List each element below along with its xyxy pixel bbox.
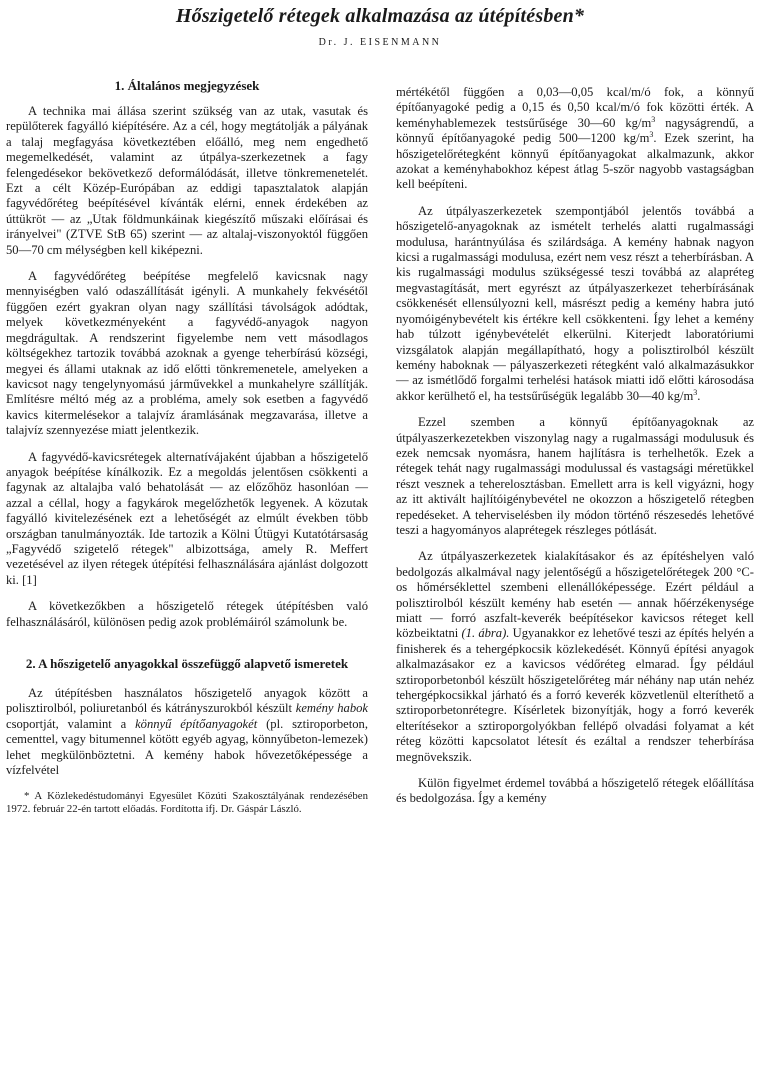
footnote: * A Közlekedéstudományi Egyesület Közúti Szakosztályának rendezésében 1972. február 22-én tartott előadás. Fordította ifj. Dr. Gáspár László. xyxy=(6,790,368,816)
right-p4-figure-reference: (1. ábra). xyxy=(461,626,510,641)
left-column xyxy=(6,78,368,816)
article-title: Hőszigetelő rétegek alkalmazása az útépítésben* xyxy=(175,5,585,27)
section-1-paragraph-3: A fagyvédő-kavicsrétegek alternatívájaként újabban a hőszigetelő anyagok beépítése kínálkozik. Ez a megoldás jelentősen csökkenti a fagynak az altalajba való behatolását — az előzőhöz hasonlóan — azzal a céllal, hogy a fagykárok megelőzhetők legyenek. A közutak fagyálló kivitelezésének ezt a lehetőségét az elmúlt években több országban tanulmányozták. Ide tartozik a Kölni Útügyi Kutatótársaság „Fagyvédő szigetelő rétegek" albizottsága, amely R. Meffert vezetésével az ilyen rétegek útépítési felhasználására ajánlást dolgozott ki. [1] xyxy=(6,449,368,587)
article-author: Dr. J. EISENMANN xyxy=(318,37,442,48)
right-p1-superscript-a: 3 xyxy=(651,114,656,124)
right-column xyxy=(396,85,754,809)
section-1-paragraph-2: A fagyvédőréteg beépítése megfelelő kavicsnak nagy mennyiségben való odaszállítását igényli. A munkahely fekvésétől függően ezért gyakran olyan nagy szállítási távolságok adódtak, melyek következményeként a fagyvédő-anyagok nagyon megdrágultak. A rendszerint figyelembe nem vett másodlagos költségekhez tartozik továbbá azoknak a gyenge teherbírású községi, megyei és állami utaknak az idő előtti tönkremenetele, amelyeken a kavicsot nagy tengelynyomású járművekkel a munkahelyre szállítják. Említésre méltó még az a probléma, amely sok esetben a fagyvédő kavics kitermelésekor a talajvíz áramlásának megzavarása, illetve a talajvíz szennyezése miatt jelentkezik. xyxy=(6,269,368,438)
right-p2-superscript: 3 xyxy=(693,387,698,397)
right-p4-text-b: Ugyanakkor ez lehetővé teszi az építés helyén a finisherek és a tehergépkocsik közlekedését. Könnyű építési anyagok alkalmazásakor ez a kavicsos védőréteg elmarad. Így például sztiroporbetonból készült hőszigetelőréteg már néhány nap után nehéz tehergépkocsikkal járható és a forró keverék közvetlenül elteríthető a sztiroporbetonrétegre. Kísérletek bizonyítják, hogy a forró keverék elterítésekor a sztiroporgolyókban fellépő olvadási folyamat a két réteg közötti kapcsolatot létesít és ezáltal a rendszer teherbírása megnövekszik. xyxy=(396,626,754,764)
right-paragraph-5: Külön figyelmet érdemel továbbá a hőszigetelő rétegek előállítása és bedolgozása. Így a kemény xyxy=(396,776,754,806)
section-2-p1-emphasis-1: kemény habok xyxy=(295,701,368,716)
section-1-paragraph-4: A következőkben a hőszigetelő rétegek útépítésben való felhasználásáról, különösen pedig azok problémáiról számolunk be. xyxy=(6,599,368,629)
right-p2-text: Az útpályaszerkezetek szempontjából jelentős továbbá a hőszigetelő-anyagoknak az ismételt terhelés alatti rugalmassági modulusa, harántnyúlása és szilárdsága. A kemény habnak nagyon kicsi a rugalmassági modulusa, ezért nem vesz részt a teherbírásban. A kis rugalmassági modulus szükségessé teszi továbbá az alapréteg megvastagítását, mert egyrészt az útpályaszerkezet teherbírásának csökkenését ellensúlyozni kell, másrészt pedig a kemény habra jutó nyomóigénybevételt kis értékre kell csökkenteni. Így lehet a kemény hab túlzott igénybevételét elkerülni. Kiterjedt laboratóriumi vizsgálatok alapján megállapítható, hogy a polisztirolból készült kemény haboknak — pályaszerkezeti rétegként való alkalmazásukkor — az ismétlődő forgalmi terhelési hatások miatti idő előtti károsodása akkor kerülhető el, ha testsűrűségük legalább 30—40 kg/m xyxy=(396,203,754,403)
right-p1-text-b: nagyságrendű, a könnyű építőanyagoké pedig 500—1200 kg/m xyxy=(396,115,754,146)
section-2-p1-text-a: Az útépítésben használatos hőszigetelő anyagok között a polisztirolból, poliuretanból és kátrányszurokból készült xyxy=(6,686,368,716)
right-paragraph-3: Ezzel szemben a könnyű építőanyagoknak az útpályaszerkezetekben viszonylag nagy a rugalmassági modulusuk és ezek nemcsak nyomásra, hanem hajlításra is terhelhetők. Ezek a rétegek tehát nagy rugalmassági modulussal és vastagsági méretükkel részt vesznek a teherelosztásban. Emellett arra is kell vigyázni, hogy az itt aktivált hajlítóigénybevétel ne okozzon a hőszigetelő rétegben repedéseket. A teherviselésben ily módon történő részesedés lehetővé teszi a hagyományos alaprétegek részleges pótlását. xyxy=(396,415,754,537)
right-paragraph-1 xyxy=(396,85,754,193)
right-paragraph-4 xyxy=(396,549,754,765)
section-2-paragraph-1 xyxy=(6,686,368,778)
right-paragraph-2 xyxy=(396,204,754,404)
right-p1-text-a: mértékétől függően a 0,03—0,05 kcal/m/ó fok, a könnyű építőanyagoké pedig a 0,15 és 0,50 kcal/m/ó fok közötti érték. A keményhablemezek testsűrűsége 30—60 kg/m xyxy=(396,85,754,130)
section-2-p1-emphasis-2: könnyű építőanyagokét xyxy=(135,716,258,731)
right-p2-end: . xyxy=(697,388,701,403)
section-2-p1-text-c: (pl. sztiroporbeton, cementtel, vagy bitumennel kötött egyéb agyag, könnyűbeton-lemezek) lehet megkülönböztetni. A kemény habok hővezetőképessége a vízfelvétel xyxy=(6,716,368,778)
section-1-heading: 1. Általános megjegyzések xyxy=(114,78,260,93)
right-p1-superscript-b: 3 xyxy=(649,130,654,140)
right-p4-text-a: Az útpályaszerkezetek kialakításakor és az építéshelyen való bedolgozás alkalmával nagy jelentőségű a hőszigetelőrétegek 200 °C-os hőmérséklettel szembeni ellenállóképessége. Ezért például a polisztirolból készült kemény hab esetén — annak hőérzékenysége miatt — forró aszfalt-keverék beépítésekor kavicsos réteget kell közbeiktatni xyxy=(396,549,754,641)
section-1-paragraph-1: A technika mai állása szerint szükség van az utak, vasutak és repülőterek fagyálló kiépítésére. Az a cél, hogy megtátolják a pályának a talaj megfagyása következtében előálló, meg nem engedhető megemelkedését, valamint az útpálya-szerkezetnek a fagy felengedésekor bekövetkező deformálódását, illetve tönkremenetelét. Ezt a célt Közép-Európában az eddigi tapasztalatok alapján fagyvédőréteg beépítésével kívánták elérni, ennek érdekében az úttükröt — az „Utak földmunkáinak kiegészítő műszaki előírásai és irányelvei" (ZTVE StB 65) szerint — az altalaj-viszonyoktól függően 50—70 cm mélységben kell kiképezni. xyxy=(6,104,368,257)
section-2-p1-text-b: csoportját, valamint a xyxy=(6,716,136,731)
section-2-heading: 2. A hőszigetelő anyagokkal összefüggő alapvető ismeretek xyxy=(25,656,349,671)
right-p1-text-c: . Ezek szerint, ha hőszigetelőrétegként könnyű építőanyagokat alkalmazunk, akkor azokat a keményhabokhoz képest átlag 5-ször nagyobb vastagságban kell beépíteni. xyxy=(396,131,754,192)
